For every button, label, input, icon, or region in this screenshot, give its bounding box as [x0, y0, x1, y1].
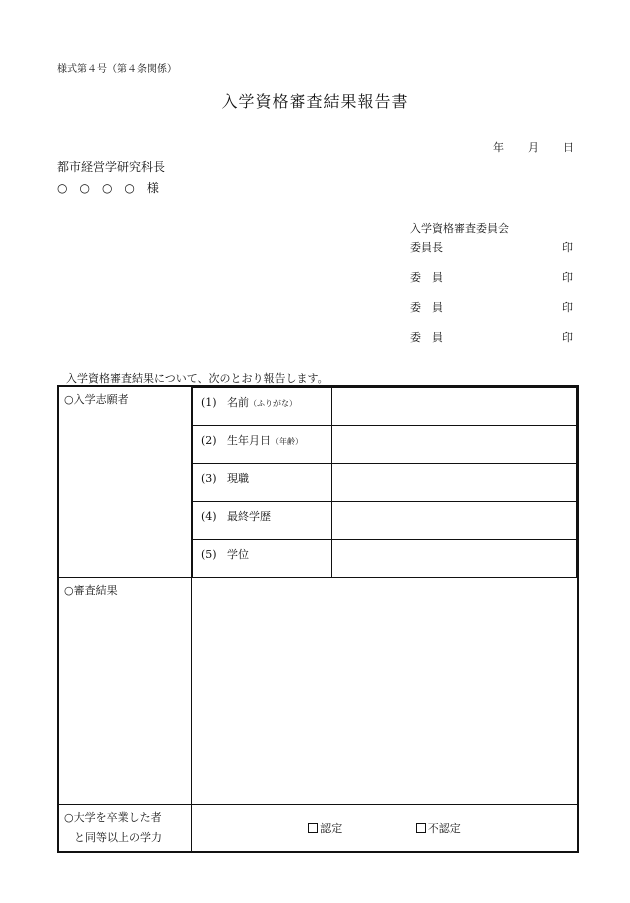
approve-option[interactable]: 認定: [308, 820, 342, 836]
item-label: (5) 学位: [193, 540, 332, 578]
item-label: (2) 生年月日（年齢）: [193, 426, 332, 464]
table-row: [193, 502, 577, 540]
seal-mark: 印: [562, 241, 573, 254]
review-section: [58, 578, 578, 805]
seal-mark: 印: [562, 331, 573, 344]
table-row: [193, 464, 577, 502]
addressee-name: ○ ○ ○ ○ 様: [57, 181, 159, 195]
education-field[interactable]: [332, 502, 577, 540]
checkbox-icon[interactable]: [416, 823, 426, 833]
judgment-section: [58, 805, 578, 853]
form-number: 様式第４号（第４条関係）: [57, 64, 177, 75]
review-result-field[interactable]: [192, 578, 579, 805]
intro-text: 入学資格審査結果について、次のとおり報告します。: [66, 372, 329, 385]
judgment-options: [192, 805, 579, 853]
review-label: ○審査結果: [58, 578, 192, 805]
addressee-title: 都市経営学研究科長: [57, 160, 166, 174]
item-label: (3) 現職: [193, 464, 332, 502]
table-row: [193, 426, 577, 464]
item-label: (4) 最終学歴: [193, 502, 332, 540]
member-role: 委 員: [410, 271, 443, 284]
birthdate-field[interactable]: [332, 426, 577, 464]
table-row: [193, 388, 577, 426]
applicant-details: [192, 386, 579, 578]
table-row: [193, 540, 577, 578]
seal-mark: 印: [562, 271, 573, 284]
report-table: [57, 385, 579, 853]
member-role-chair: 委員長: [410, 241, 443, 254]
applicant-section: [58, 386, 578, 578]
seal-mark: 印: [562, 301, 573, 314]
current-job-field[interactable]: [332, 464, 577, 502]
member-role: 委 員: [410, 331, 443, 344]
member-role: 委 員: [410, 301, 443, 314]
reject-option[interactable]: 不認定: [416, 820, 461, 836]
name-field[interactable]: [332, 388, 577, 426]
item-label: (1) 名前（ふりがな）: [193, 388, 332, 426]
degree-field[interactable]: [332, 540, 577, 578]
date-day: 日: [563, 141, 574, 154]
checkbox-icon[interactable]: [308, 823, 318, 833]
date-year: 年: [493, 141, 504, 154]
date-month: 月: [528, 141, 539, 154]
committee-name: 入学資格審査委員会: [410, 222, 509, 235]
judgment-label: ○大学を卒業した者 と同等以上の学力: [58, 805, 192, 853]
applicant-label: ○入学志願者: [58, 386, 192, 578]
page-title: 入学資格審査結果報告書: [221, 92, 409, 111]
